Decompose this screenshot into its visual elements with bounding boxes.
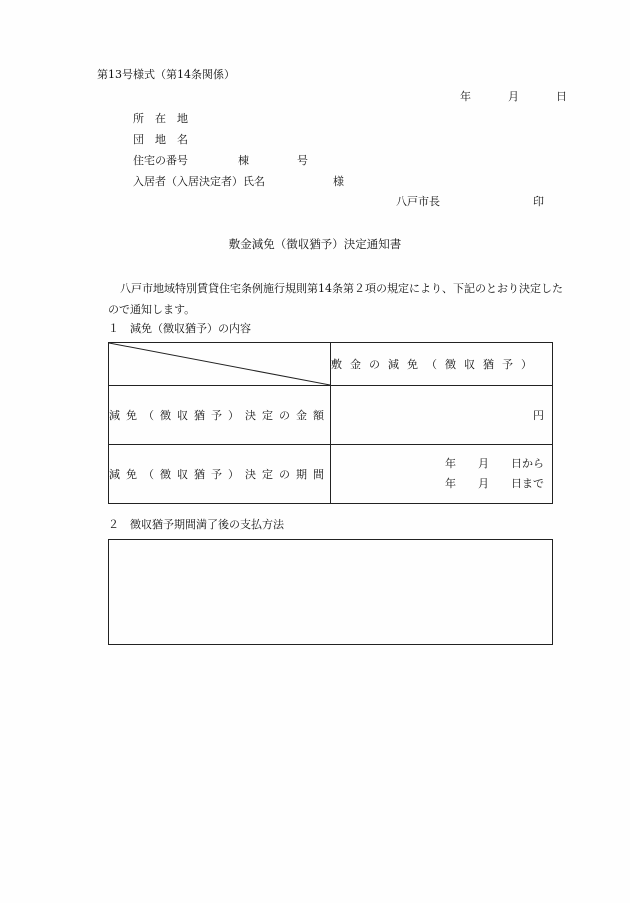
housing-number-label: 住宅の番号 bbox=[133, 154, 188, 167]
issuer-name: 八戸市長 bbox=[396, 195, 440, 208]
details-table bbox=[108, 342, 553, 504]
resident-name-label: 入居者（入居決定者）氏名 bbox=[133, 175, 265, 188]
complex-name-label: 団 地 名 bbox=[133, 133, 188, 146]
section1-heading: １ 減免（徴収猶予）の内容 bbox=[108, 322, 251, 335]
date-day: 日 bbox=[556, 90, 567, 103]
date-month: 月 bbox=[508, 90, 519, 103]
location-label: 所 在 地 bbox=[133, 112, 188, 125]
payment-method-box bbox=[108, 539, 553, 645]
honorific: 様 bbox=[333, 175, 344, 188]
column-header: 敷金の減免（徴収猶予） bbox=[331, 343, 553, 386]
amount-row-label: 減免（徴収猶予）決定の金額 bbox=[109, 386, 331, 445]
date-line bbox=[460, 88, 567, 104]
period-to: 年 月 日まで bbox=[445, 477, 544, 490]
notice-body: 八戸市地域特別賃貸住宅条例施行規則第14条第２項の規定により、下記のとおり決定したので通知します。 bbox=[108, 282, 563, 316]
amount-value: 円 bbox=[331, 386, 553, 445]
seal-mark: 印 bbox=[533, 195, 544, 208]
form-number: 第13号様式（第14条関係） bbox=[97, 68, 235, 81]
document-title: 敷金減免（徴収猶予）決定通知書 bbox=[228, 237, 402, 251]
unit-label: 号 bbox=[297, 154, 308, 167]
period-from: 年 月 日から bbox=[445, 457, 544, 470]
date-year: 年 bbox=[460, 90, 471, 103]
period-value bbox=[331, 445, 553, 504]
building-label: 棟 bbox=[238, 154, 249, 167]
section2-heading: ２ 徴収猶予期間満了後の支払方法 bbox=[108, 518, 284, 531]
period-row-label: 減免（徴収猶予）決定の期間 bbox=[109, 445, 331, 504]
diagonal-line bbox=[109, 343, 330, 385]
diagonal-header-cell bbox=[109, 343, 331, 386]
